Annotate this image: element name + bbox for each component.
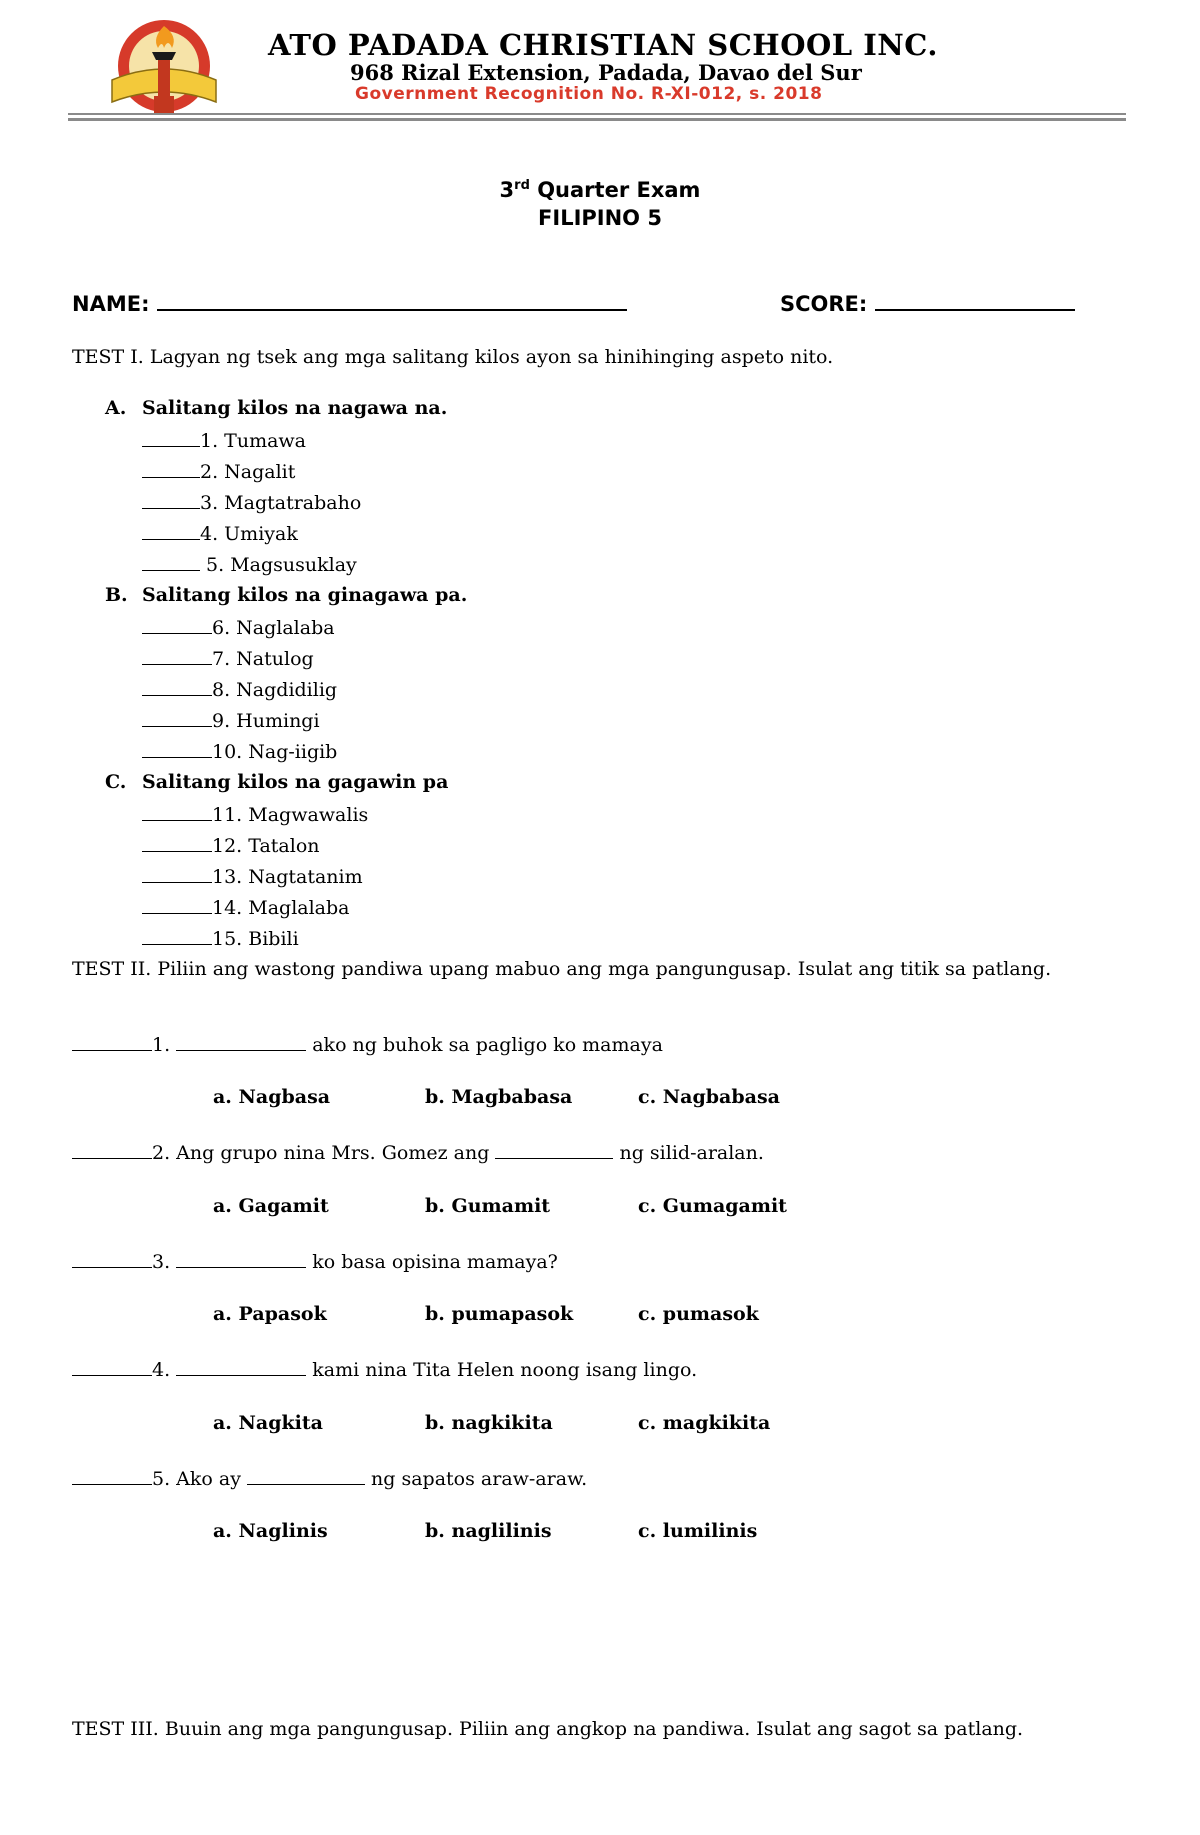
- choice-a: a. Gagamit: [213, 1195, 329, 1217]
- section-c-letter: C.: [105, 771, 127, 793]
- header-divider: [68, 113, 1126, 115]
- choice-b: b. naglilinis: [425, 1520, 552, 1542]
- list-item: 12. Tatalon: [142, 833, 320, 857]
- section-a-letter: A.: [105, 397, 127, 419]
- school-logo: [92, 18, 234, 118]
- test2-instruction: TEST II. Piliin ang wastong pandiwa upang mabuo ang mga pangungusap. Isulat ang titik sa patlang.: [72, 958, 1052, 980]
- list-item: 13. Nagtatanim: [142, 864, 363, 888]
- school-address: 968 Rizal Extension, Padada, Davao del Sur: [350, 60, 862, 85]
- test1-instruction: TEST I. Lagyan ng tsek ang mga salitang kilos ayon sa hinihinging aspeto nito.: [72, 346, 834, 368]
- section-b-heading: Salitang kilos na ginagawa pa.: [142, 584, 468, 606]
- list-item: 8. Nagdidilig: [142, 677, 337, 701]
- choice-c: c. Nagbabasa: [638, 1086, 780, 1108]
- list-item: 4. Umiyak: [142, 521, 298, 545]
- choice-c: c. pumasok: [638, 1303, 759, 1325]
- government-recognition: Government Recognition No. R-XI-012, s. 2018: [355, 84, 823, 104]
- list-item: 15. Bibili: [142, 926, 299, 950]
- list-item: 9. Humingi: [142, 708, 320, 732]
- choice-b: b. Gumamit: [425, 1195, 551, 1217]
- section-c-heading: Salitang kilos na gagawin pa: [142, 771, 449, 793]
- choice-a: a. Nagkita: [213, 1412, 323, 1434]
- list-item: 1. Tumawa: [142, 428, 306, 452]
- name-field[interactable]: NAME:: [72, 289, 627, 316]
- question-4: 4. kami nina Tita Helen noong isang lingo.: [72, 1357, 697, 1381]
- choice-a: a. Papasok: [213, 1303, 327, 1325]
- header-divider: [68, 118, 1126, 121]
- section-a-heading: Salitang kilos na nagawa na.: [142, 397, 448, 419]
- list-item: 7. Natulog: [142, 646, 314, 670]
- list-item: 3. Magtatrabaho: [142, 490, 361, 514]
- school-name: ATO PADADA CHRISTIAN SCHOOL INC.: [268, 28, 938, 62]
- question-1: 1. ako ng buhok sa pagligo ko mamaya: [72, 1032, 663, 1056]
- choice-b: b. Magbabasa: [425, 1086, 573, 1108]
- list-item: 14. Maglalaba: [142, 895, 350, 919]
- choice-c: c. Gumagamit: [638, 1195, 787, 1217]
- question-2: 2. Ang grupo nina Mrs. Gomez ang ng silid-aralan.: [72, 1140, 764, 1164]
- choice-c: c. magkikita: [638, 1412, 771, 1434]
- choice-c: c. lumilinis: [638, 1520, 758, 1542]
- question-5: 5. Ako ay ng sapatos araw-araw.: [72, 1466, 587, 1490]
- list-item: 6. Naglalaba: [142, 615, 335, 639]
- choice-a: a. Nagbasa: [213, 1086, 331, 1108]
- exam-subject: FILIPINO 5: [538, 206, 662, 230]
- exam-title: 3rd Quarter Exam: [499, 178, 701, 202]
- list-item: 11. Magwawalis: [142, 802, 368, 826]
- question-3: 3. ko basa opisina mamaya?: [72, 1249, 558, 1273]
- choice-b: b. nagkikita: [425, 1412, 553, 1434]
- choice-a: a. Naglinis: [213, 1520, 328, 1542]
- section-b-letter: B.: [105, 584, 128, 606]
- list-item: 10. Nag-iigib: [142, 739, 337, 763]
- test3-instruction: TEST III. Buuin ang mga pangungusap. Piliin ang angkop na pandiwa. Isulat ang sagot sa patlang.: [72, 1718, 1024, 1740]
- list-item: 5. Magsusuklay: [142, 552, 357, 576]
- list-item: 2. Nagalit: [142, 459, 295, 483]
- score-field[interactable]: SCORE:: [780, 289, 1075, 316]
- choice-b: b. pumapasok: [425, 1303, 574, 1325]
